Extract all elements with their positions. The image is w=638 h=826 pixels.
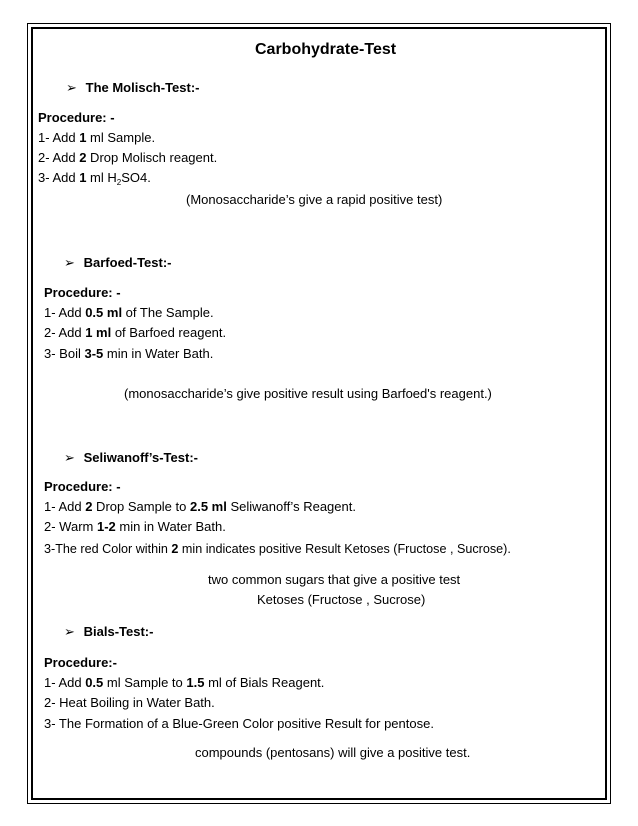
seliwanoff-note-1: two common sugars that give a positive test	[208, 572, 461, 587]
step-amount: 0.5 ml	[85, 305, 123, 320]
molisch-heading	[66, 80, 200, 96]
step-text: 3- Boil	[44, 346, 85, 361]
step-text: 1- Add	[44, 675, 86, 690]
molisch-step-2	[38, 150, 217, 166]
step-amount: 1.5	[186, 675, 205, 690]
step-amount: 2.5 ml	[189, 499, 227, 514]
step-text: of Barfoed reagent.	[111, 325, 227, 340]
step-text: ml Sample.	[86, 130, 156, 145]
step-text: Drop Molisch reagent.	[86, 150, 218, 165]
seliwanoff-note-2: Ketoses (Fructose , Sucrose)	[257, 592, 426, 607]
bials-procedure-label: Procedure:-	[44, 655, 117, 670]
barfoed-procedure-label: Procedure: -	[44, 285, 121, 300]
molisch-step-1	[38, 130, 155, 146]
page-title: Carbohydrate-Test	[255, 41, 397, 58]
step-text: 2- Warm	[44, 519, 97, 534]
step-text: min indicates positive Result Ketoses (Fructose , Sucrose).	[178, 542, 511, 556]
molisch-procedure-label: Procedure: -	[38, 110, 115, 125]
subscript: 2	[116, 178, 122, 187]
step-text: min in Water Bath.	[103, 346, 214, 361]
step-amount: 1	[79, 170, 87, 185]
barfoed-step-3	[44, 346, 213, 362]
step-text: 1- Add	[44, 499, 86, 514]
barfoed-step-2	[44, 325, 226, 341]
step-amount: 1	[79, 130, 87, 145]
step-amount: 0.5	[85, 675, 104, 690]
seliwanoff-heading-text: Seliwanoff’s-Test:-	[83, 450, 198, 465]
step-text: Seliwanoff’s Reagent.	[226, 499, 356, 514]
barfoed-note: (monosaccharide’s give positive result using Barfoed's reagent.)	[124, 386, 492, 401]
step-text: 1- Add	[44, 305, 86, 320]
step-amount: 3-5	[84, 346, 104, 361]
step-text: 1- Add	[38, 130, 80, 145]
arrow-bullet-icon: ➢	[66, 80, 77, 95]
bials-note: compounds (pentosans) will give a positive test.	[195, 745, 471, 760]
step-text: ml H	[86, 170, 117, 185]
molisch-heading-text: The Molisch-Test:-	[85, 80, 200, 95]
step-text: min in Water Bath.	[115, 519, 226, 534]
step-text: SO4.	[121, 170, 151, 185]
step-text: Drop Sample to	[92, 499, 190, 514]
bials-step-3: 3- The Formation of a Blue-Green Color positive Result for pentose.	[44, 716, 434, 731]
bials-step-1	[44, 675, 324, 691]
molisch-note: (Monosaccharide’s give a rapid positive test)	[186, 192, 443, 207]
step-amount: 1-2	[96, 519, 116, 534]
barfoed-heading	[64, 255, 172, 271]
step-text: 2- Add	[38, 150, 80, 165]
step-text: 2- Add	[44, 325, 86, 340]
step-amount: 2	[85, 499, 93, 514]
arrow-bullet-icon: ➢	[64, 450, 75, 465]
step-text: 3-The red Color within	[44, 542, 172, 556]
bials-heading	[64, 624, 153, 640]
molisch-step-3	[38, 170, 151, 186]
step-text: 3- Add	[38, 170, 80, 185]
arrow-bullet-icon: ➢	[64, 255, 75, 270]
step-text: of The Sample.	[122, 305, 214, 320]
step-text: ml Sample to	[103, 675, 187, 690]
step-amount: 2	[171, 542, 179, 556]
seliwanoff-procedure-label: Procedure: -	[44, 479, 121, 494]
seliwanoff-step-3	[44, 541, 511, 557]
barfoed-heading-text: Barfoed-Test:-	[83, 255, 172, 270]
arrow-bullet-icon: ➢	[64, 624, 75, 639]
step-text: ml of Bials Reagent.	[204, 675, 325, 690]
bials-step-2: 2- Heat Boiling in Water Bath.	[44, 695, 215, 710]
step-amount: 1 ml	[85, 325, 112, 340]
seliwanoff-step-2	[44, 519, 226, 535]
barfoed-step-1	[44, 305, 214, 321]
step-amount: 2	[79, 150, 87, 165]
bials-heading-text: Bials-Test:-	[83, 624, 154, 639]
seliwanoff-heading	[64, 450, 198, 466]
seliwanoff-step-1	[44, 499, 356, 515]
